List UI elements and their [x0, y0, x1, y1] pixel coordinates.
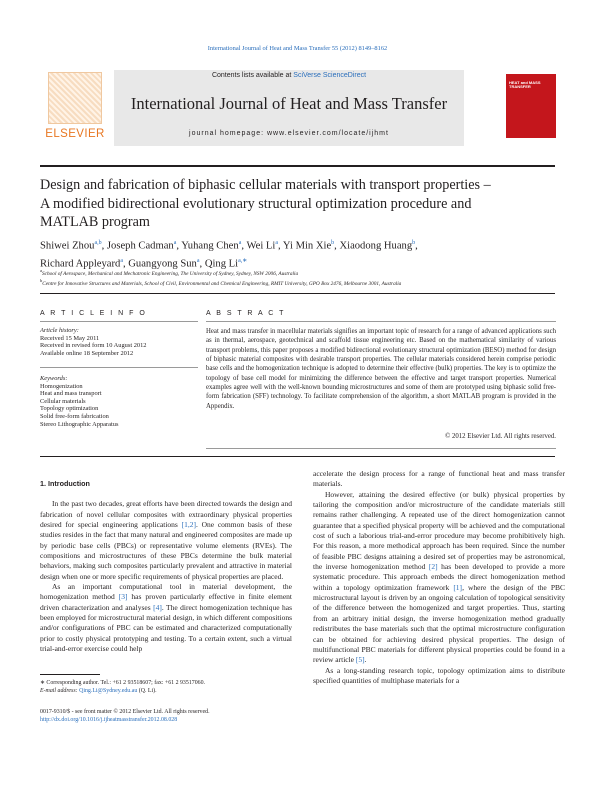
body-column-left [40, 479, 292, 655]
copyright: © 2012 Elsevier Ltd. All rights reserved. [445, 433, 556, 440]
email-link[interactable]: Qing.Li@Sydney.edu.au [79, 688, 138, 694]
author-line: Shiwei Zhou$^{a,b}$, Joseph Cadman$^a$, Yuhang Chen$^a$, Wei Li$^a$, Yi Min Xie$^b$, Xiaodong Huang$^b$, [40, 240, 418, 252]
author-affiliation-marker[interactable]: a [238, 240, 242, 246]
title-line: Design and fabrication of biphasic cellular materials with transport properties – [40, 177, 491, 193]
author-affiliation-marker[interactable]: b [412, 240, 416, 246]
paragraph-text: has proven particularly effective in finite element driven characterization and analyses [40, 592, 292, 612]
contents-line [114, 72, 464, 79]
author-affiliation-marker[interactable]: a [173, 240, 177, 246]
publisher-logo-text: ELSEVIER [45, 128, 105, 140]
author-affiliation-marker[interactable]: b [331, 240, 335, 246]
masthead-rule [40, 165, 555, 167]
paragraph [313, 469, 565, 490]
footnote-email [40, 687, 292, 695]
paragraph [40, 499, 292, 582]
article-history [40, 327, 198, 357]
history-revised: Received in revised form 10 August 2012 [40, 342, 147, 350]
article-info-rule [40, 321, 198, 322]
keyword: Stereo Lithographic Apparatus [40, 420, 119, 428]
journal-homepage[interactable]: journal homepage: www.elsevier.com/locate/ijhmt [189, 130, 389, 137]
footnote-rule [40, 674, 100, 675]
contents-prefix: Contents lists available at [211, 72, 294, 79]
paragraph-text: . The direct homogenization technique has been employed for microstructural material design, in which different compositions and/or configurations of PBC can be estimated and characterized computationally prior to costly physical prototyping and testing. To a certain extent, such a virtual trial-and-error exercise could help [40, 602, 293, 654]
author-name: Shiwei Zhou [40, 240, 95, 252]
author-name: Richard Appleyard [40, 258, 121, 270]
paragraph-text: As an important computational tool in material development, the homogenization method [40, 582, 292, 602]
author-name: Qing Li [204, 258, 239, 270]
keyword: Solid free-form fabrication [40, 412, 109, 420]
affiliation-b [40, 278, 555, 287]
paragraph [40, 582, 292, 654]
abstract-text: Heat and mass transfer in macellular materials signifies an important topic of research for a range of advanced applications such as in thermal, aerospace, geotechnical and scaffold tissue engineering etc. Based on the mathematical similarity of various transport problems, this paper proposes a modified bidirectional evolutionary structural optimization (BESO) method for design of biphasic material composites with desirable transport properties. The cellular materials considered herein comprise periodic base cells and the homogenization technique is adopted to determine their effective (bulk) properties. The key is to optimize the topology of base cell model for minimizing the difference between the effective and target transport properties. Numerical examples agree well with the well-known bounding microstructures and some of them are prototyped using biphasic solid free-form fabrication (SFF) technology. To facilitate comprehension of the algorithm, a short MATLAB program is provided in the Appendix. [206, 328, 556, 410]
author-name: Joseph Cadman [106, 240, 174, 252]
citation-link[interactable]: [3] [118, 592, 128, 602]
article-info-heading: A R T I C L E I N F O [40, 310, 147, 317]
keywords [40, 375, 198, 428]
citation-link[interactable]: [5] [355, 655, 365, 665]
corresponding-author-footnote [40, 679, 292, 695]
abstract-rule [206, 321, 556, 322]
citation-link[interactable]: [4] [153, 602, 162, 612]
paragraph-text: , where the design of the PBC microstructural layout is driven by an ongoing calculation of topological sensitivity of the difference between the homogenized and target properties. Thus, starting from an arbitrary initial design, the inverse homogenization method gradually redistributes the base materials such that the optimal microstructure configuration can be obtained for achieving desired physical properties. The design of multifunctional PBC materials for different physical properties could be found in a review article [313, 582, 565, 665]
keyword: Cellular materials [40, 397, 86, 405]
author-affiliation-marker[interactable]: a,∗ [238, 257, 248, 264]
article-title [40, 176, 555, 232]
keywords-label: Keywords: [40, 375, 68, 382]
author-name: Xiaodong Huang [339, 240, 413, 252]
journal-title: International Journal of Heat and Mass Transfer [130, 94, 448, 113]
author-name: Guangyong Sun [128, 258, 197, 270]
affiliation-marker: a [40, 268, 42, 273]
masthead [40, 70, 555, 166]
elsevier-logo [40, 70, 110, 146]
citation-link[interactable]: [1,2] [181, 520, 196, 530]
paragraph [313, 490, 565, 666]
paragraph [313, 666, 565, 687]
affiliation-marker: b [40, 278, 43, 283]
header-divider [40, 293, 555, 294]
author-line: Richard Appleyard$^a$, Guangyong Sun$^a$, Qing $Li^{a,∗}$ [40, 257, 248, 270]
paragraph-text: However, attaining the desired effective (or bulk) physical properties by tailoring the composition and/or microstructure of the candidate materials still remains rather challenging. A repeated use of the direct homogenization cannot guarantee that a specified physical property will be achieved and the computational cost of such a laborious trial-and-error procedure may become prohibitively high. For this reason, a more methodical approach has been required. Since the number of feasible PBC designs attaining a desired set of properties may be astronomical, the inverse homogenization method [313, 489, 565, 572]
paragraph-text: . [364, 655, 367, 665]
right-paragraphs [313, 469, 565, 686]
keyword: Heat and mass transport [40, 390, 102, 398]
sciencedirect-link[interactable]: SciVerse ScienceDirect [293, 72, 367, 79]
footnote-text: ∗ Corresponding author. Tel.: +61 2 93518607; fax: +61 2 93517060. [40, 680, 206, 686]
history-rule [40, 367, 198, 368]
citation-link[interactable]: [1] [453, 582, 463, 592]
journal-cover-thumbnail [506, 74, 556, 138]
body-divider [40, 456, 555, 457]
keyword: Homogenization [40, 382, 83, 390]
journal-citation[interactable]: International Journal of Heat and Mass Transfer 55 (2012) 8149–8162 [207, 45, 388, 52]
email-label: E-mail address: [40, 688, 78, 694]
author-affiliation-marker[interactable]: a [275, 240, 278, 246]
author-affiliation-marker[interactable]: a,b [94, 240, 102, 246]
author-affiliation-marker[interactable]: a [120, 257, 123, 264]
author-list [40, 236, 555, 271]
left-paragraphs [40, 499, 292, 654]
affiliation-text: Centre for Innovative Structures and Materials, School of Civil, Environmental and Chemical Engineering, RMIT University, GPO Box 2476, Melbourne 3001, Australia [42, 280, 402, 287]
paragraph-text: accelerate the design process for a range of functional heat and mass transfer materials. [313, 469, 565, 489]
cover-text: HEAT and MASS TRANSFER [509, 80, 541, 90]
email-suffix: (Q. Li). [137, 688, 157, 694]
citation-link[interactable]: [2] [428, 562, 438, 572]
affiliation-a [40, 268, 555, 277]
paragraph-text: As a long-standing research topic, topology optimization aims to distribute specified quantities of multiphase materials for a [313, 665, 565, 685]
history-label: Article history: [40, 327, 79, 334]
section-heading: 1. Introduction [40, 479, 90, 488]
history-received: Received 15 May 2011 [40, 334, 100, 342]
author-name: Wei Li [246, 240, 276, 252]
history-online: Available online 18 September 2012 [40, 349, 134, 357]
keyword: Topology optimization [40, 405, 99, 413]
body-column-right [313, 469, 565, 686]
title-line: A modified bidirectional evolutionary structural optimization procedure and [40, 195, 472, 212]
tree-logo-icon [48, 72, 102, 124]
author-name: Yi Min Xie [282, 240, 332, 252]
paragraph-text: In the past two decades, great efforts have been directed towards the design and fabrication of novel cellular composites with extraordinary physical properties desired for special engineering applications [40, 499, 292, 530]
front-matter [40, 708, 292, 724]
affiliation-text: School of Aerospace, Mechanical and Mechatronic Engineering, The University of Sydney, Sydney, NSW 2006, Australia [42, 270, 299, 277]
title-line: MATLAB program [40, 214, 150, 230]
abstract-bottom-rule [206, 448, 556, 449]
abstract-heading: A B S T R A C T [206, 310, 286, 317]
paragraph-text: . One common basis of these studies resides in the fact that many natural and engineered composites are made up by periodic base cells (PBCs) or representative volume elements (RVEs). The compositions and microstructures of these PBCs determine the bulk material behaviors, making such composites particularly prevalent and attractive in material design when one or more specific requirements of physical properties are placed. [40, 520, 292, 581]
paragraph-text: has been developed to provide a more systematic procedure. This approach embeds the direct homogenization method within a topology optimization framework [313, 562, 565, 592]
author-name: Yuhang Chen [181, 240, 239, 252]
author-affiliation-marker[interactable]: a [196, 257, 200, 264]
issn-line: 0017-9310/$ - see front matter © 2012 Elsevier Ltd. All rights reserved. [40, 709, 210, 715]
doi-link[interactable]: http://dx.doi.org/10.1016/j.ijheatmasstransfer.2012.08.028 [40, 717, 178, 723]
journal-banner [114, 70, 464, 146]
